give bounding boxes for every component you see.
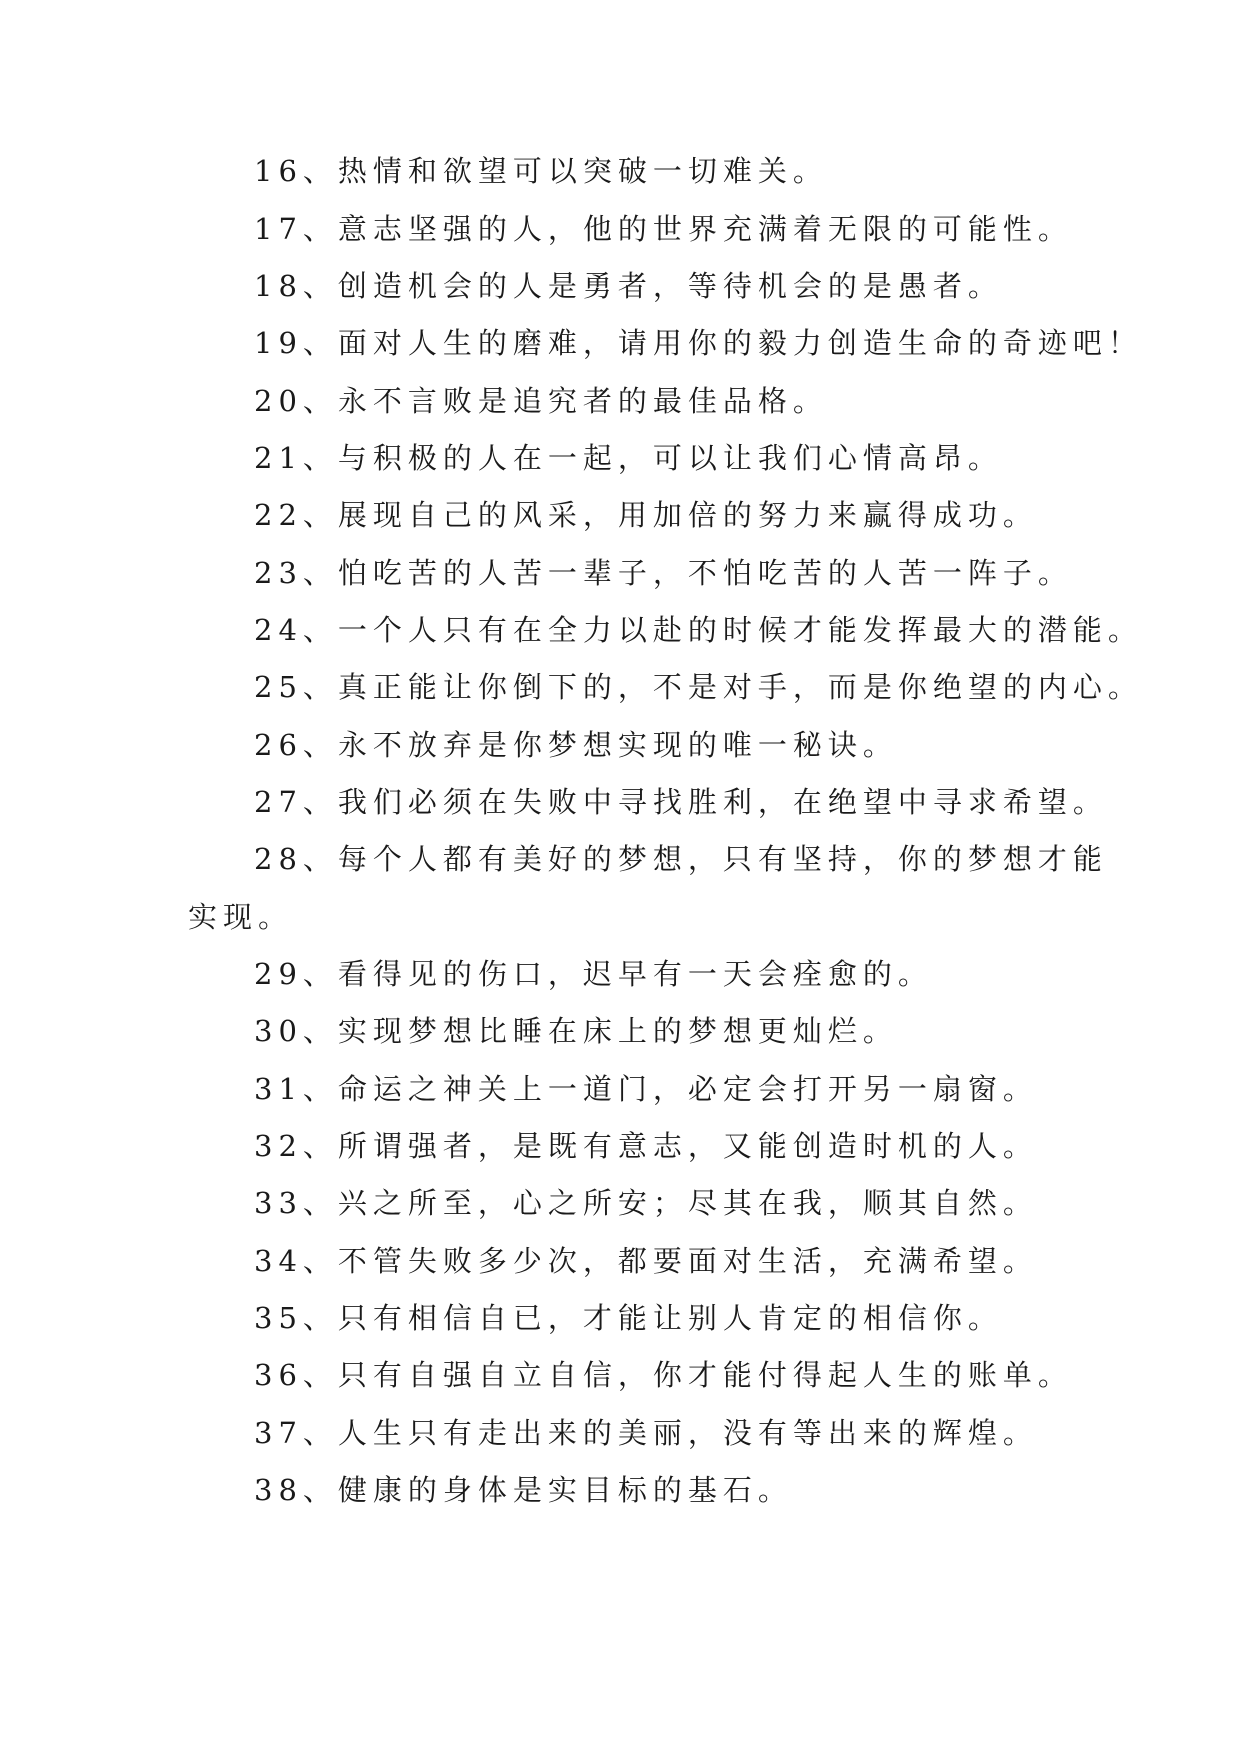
text-line: 28、每个人都有美好的梦想，只有坚持，你的梦想才能: [254, 842, 1108, 876]
text-line: 31、命运之神关上一道门，必定会打开另一扇窗。: [254, 1072, 1038, 1106]
text-line: 35、只有相信自已，才能让别人肯定的相信你。: [254, 1301, 1003, 1335]
text-line: 17、意志坚强的人，他的世界充满着无限的可能性。: [254, 212, 1073, 246]
text-line: 19、面对人生的磨难，请用你的毅力创造生命的奇迹吧！: [254, 326, 1143, 360]
text-line: 37、人生只有走出来的美丽，没有等出来的辉煌。: [254, 1416, 1038, 1450]
text-line: 36、只有自强自立自信，你才能付得起人生的账单。: [254, 1358, 1073, 1392]
text-line: 21、与积极的人在一起，可以让我们心情高昂。: [254, 441, 1003, 475]
text-line: 30、实现梦想比睡在床上的梦想更灿烂。: [254, 1014, 898, 1048]
text-line: 27、我们必须在失败中寻找胜利，在绝望中寻求希望。: [254, 785, 1108, 819]
text-line: 33、兴之所至，心之所安；尽其在我，顺其自然。: [254, 1186, 1038, 1220]
text-line: 38、健康的身体是实目标的基石。: [254, 1473, 793, 1507]
text-line: 实现。: [188, 900, 294, 934]
text-line: 16、热情和欲望可以突破一切难关。: [254, 154, 828, 188]
text-line: 20、永不言败是追究者的最佳品格。: [254, 384, 828, 418]
text-line: 34、不管失败多少次，都要面对生活，充满希望。: [254, 1244, 1038, 1278]
text-line: 18、创造机会的人是勇者，等待机会的是愚者。: [254, 269, 1003, 303]
text-line: 22、展现自己的风采，用加倍的努力来赢得成功。: [254, 498, 1038, 532]
text-line: 24、一个人只有在全力以赴的时候才能发挥最大的潜能。: [254, 613, 1143, 647]
text-line: 23、怕吃苦的人苦一辈子，不怕吃苦的人苦一阵子。: [254, 556, 1073, 590]
text-line: 32、所谓强者，是既有意志，又能创造时机的人。: [254, 1129, 1038, 1163]
text-line: 26、永不放弃是你梦想实现的唯一秘诀。: [254, 728, 898, 762]
text-line: 29、看得见的伤口，迟早有一天会痊愈的。: [254, 957, 933, 991]
text-line: 25、真正能让你倒下的，不是对手，而是你绝望的内心。: [254, 670, 1143, 704]
